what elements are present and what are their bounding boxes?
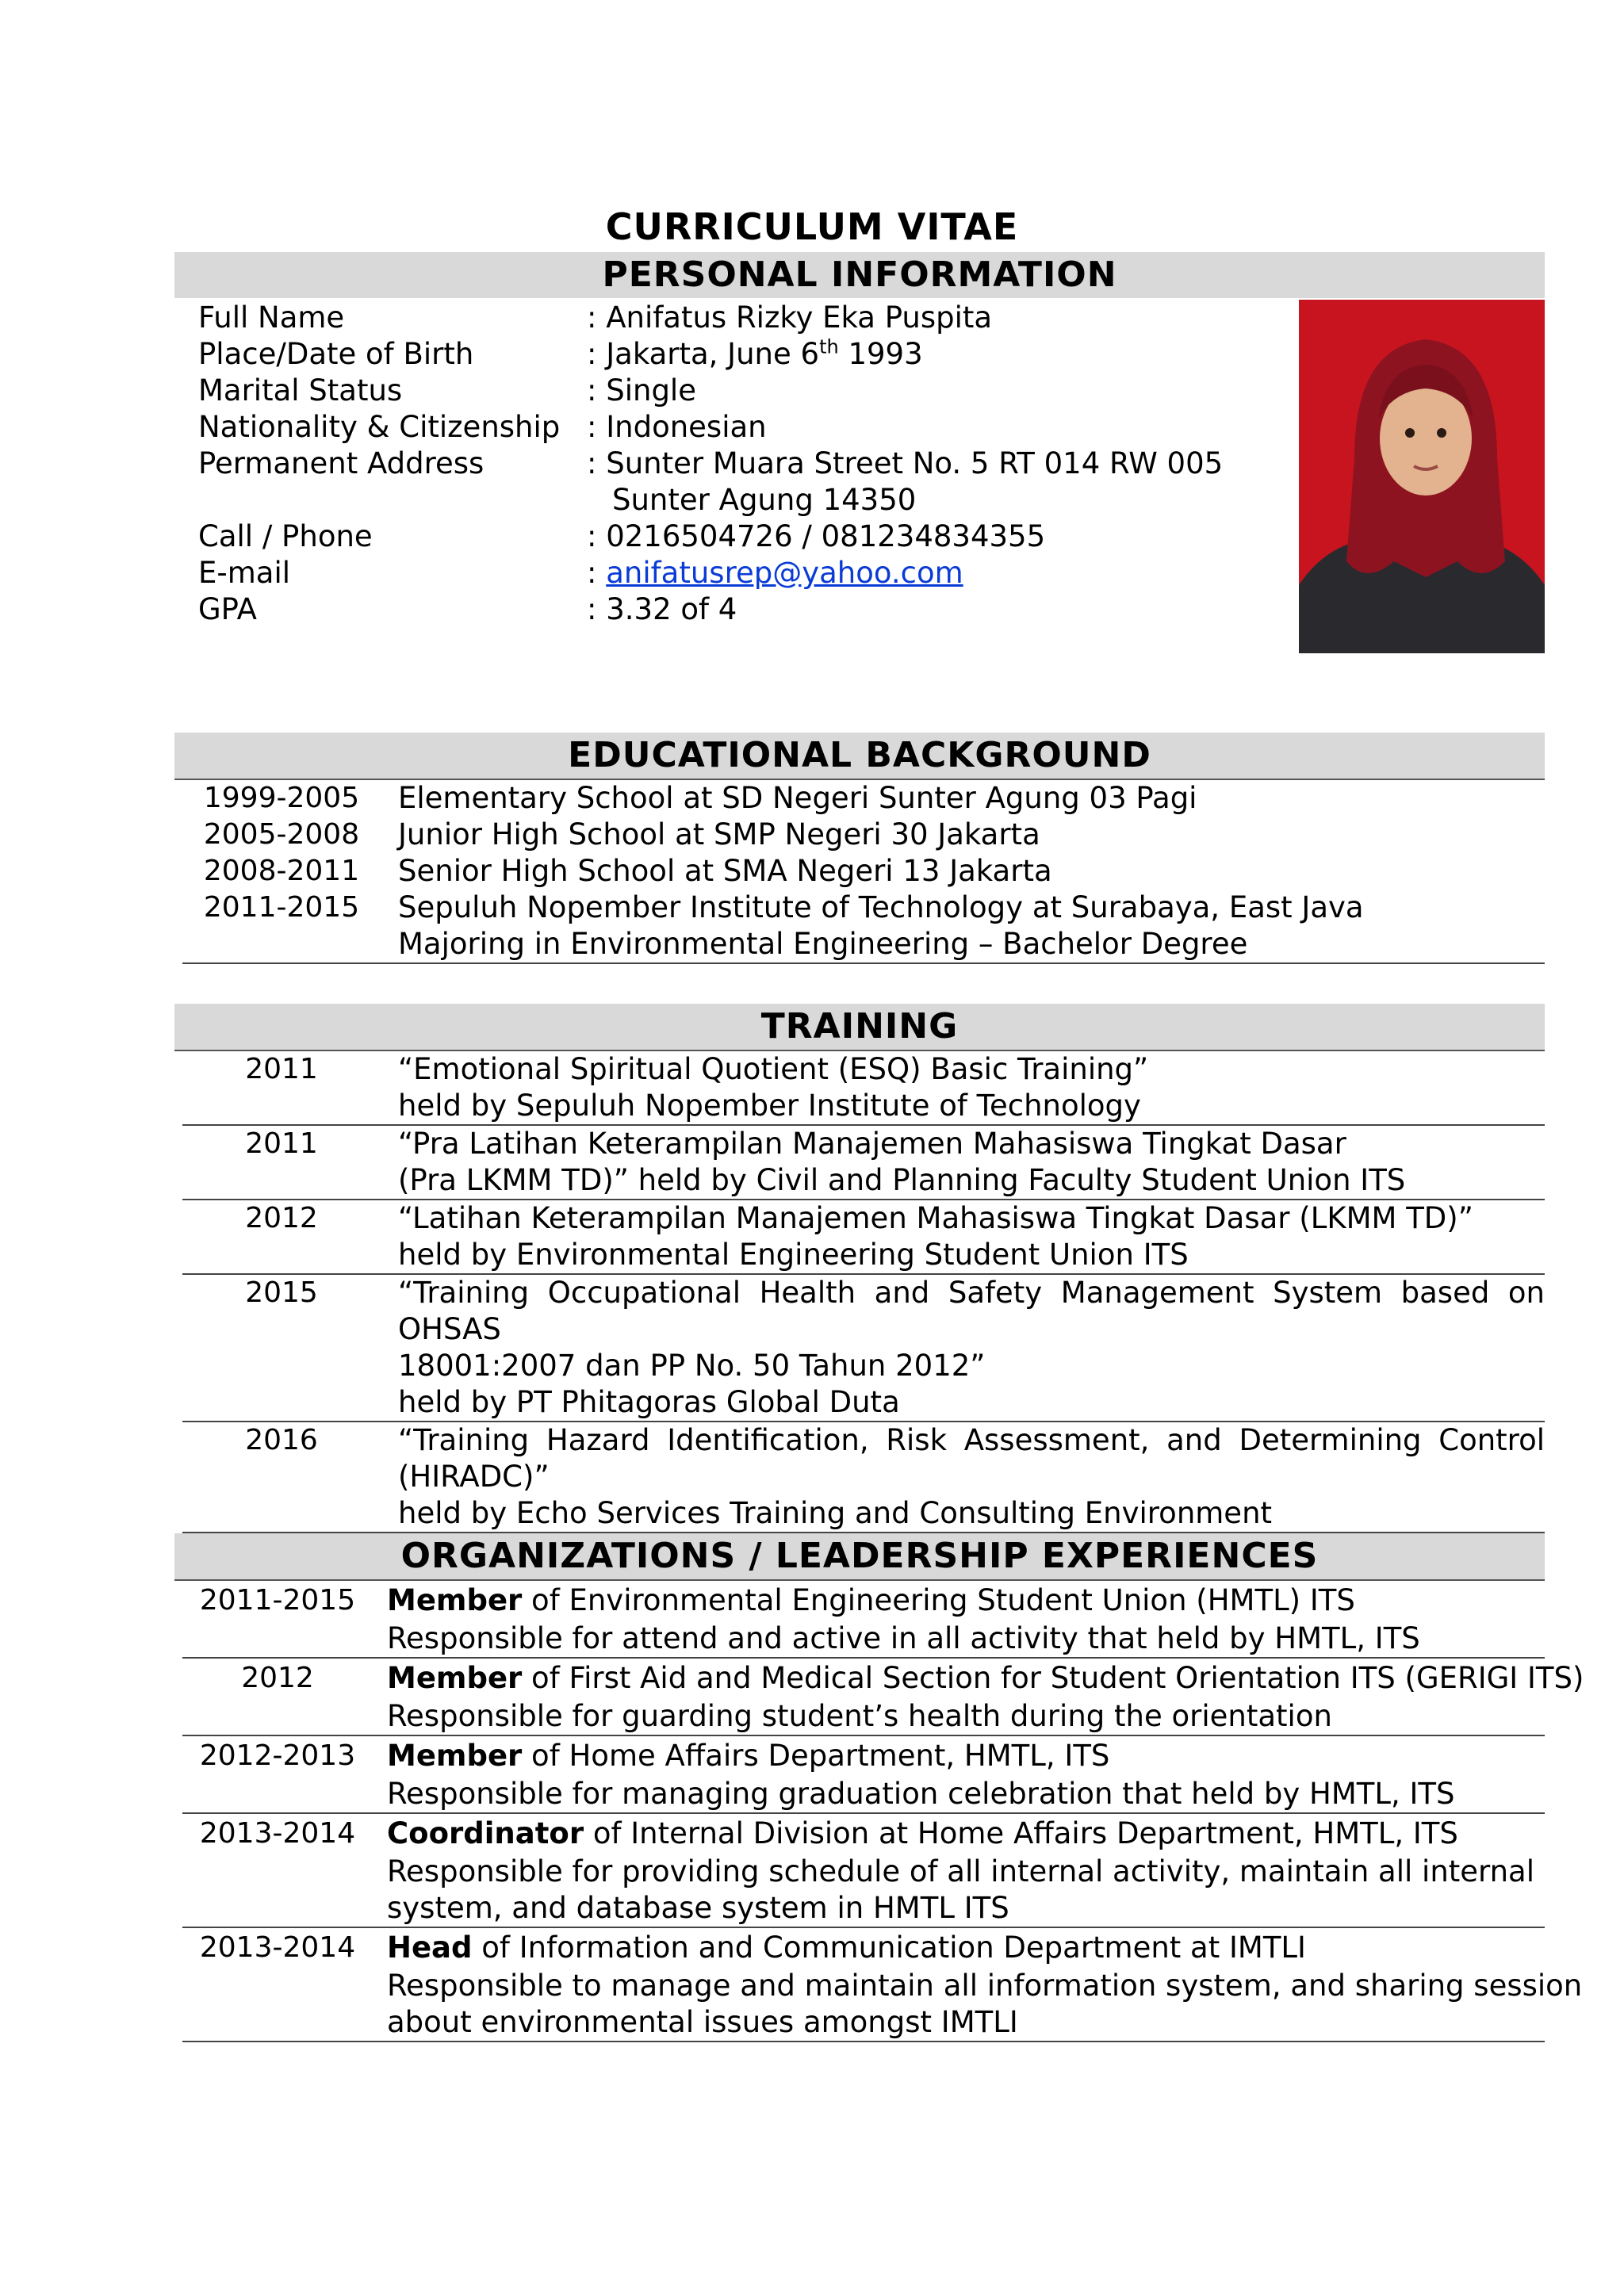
row-text: held by PT Phitagoras Global Duta bbox=[398, 1385, 900, 1419]
row-text: about environmental issues amongst IMTLI bbox=[387, 2005, 1018, 2039]
row-text: held by Echo Services Training and Consulting Environment bbox=[398, 1496, 1273, 1530]
role: Member bbox=[387, 1583, 523, 1617]
profile-photo bbox=[1299, 300, 1545, 653]
organizations-table bbox=[182, 1581, 1584, 2042]
pi-row-nationality bbox=[198, 409, 1285, 446]
row-year: 2012 bbox=[241, 1662, 314, 1694]
row-title: Member of First Aid and Medical Section for Student Orientation ITS (GERIGI ITS) bbox=[387, 1661, 1584, 1695]
row-year: 2013-2014 bbox=[199, 1817, 356, 1850]
row-text: Responsible for providing schedule of all internal activity, maintain all internal bbox=[387, 1854, 1535, 1888]
pi-row-marital bbox=[198, 373, 1285, 409]
section-header-organizations: ORGANIZATIONS / LEADERSHIP EXPERIENCES bbox=[174, 1533, 1545, 1581]
section-header-training: TRAINING bbox=[174, 1004, 1545, 1051]
table-row bbox=[182, 1275, 1545, 1422]
pi-value: : anifatusrep@yahoo.com bbox=[587, 556, 963, 590]
table-row bbox=[182, 1736, 1545, 1814]
row-year: 2013-2014 bbox=[199, 1931, 356, 1964]
pi-label: Marital Status bbox=[198, 373, 403, 408]
row-year: 2011-2015 bbox=[199, 1584, 356, 1617]
table-row bbox=[182, 817, 1545, 853]
pi-row-email bbox=[198, 555, 1285, 591]
pi-value: : Jakarta, June 6th 1993 bbox=[587, 335, 923, 371]
row-year: 2011-2015 bbox=[203, 891, 360, 924]
row-text: Sepuluh Nopember Institute of Technology at Surabaya, East Java bbox=[398, 890, 1364, 924]
row-year: 2012 bbox=[245, 1202, 318, 1234]
table-row bbox=[182, 1659, 1584, 1736]
row-text: “Pra Latihan Keterampilan Manajemen Mahasiswa Tingkat Dasar bbox=[398, 1127, 1346, 1161]
row-text: system, and database system in HMTL ITS bbox=[387, 1891, 1009, 1925]
pi-row-address-2 bbox=[198, 482, 1285, 519]
table-row bbox=[182, 1814, 1545, 1928]
pi-label: Permanent Address bbox=[198, 446, 485, 480]
pi-value: : Sunter Muara Street No. 5 RT 014 RW 005 bbox=[587, 446, 1224, 480]
row-text: held by Sepuluh Nopember Institute of Technology bbox=[398, 1089, 1141, 1123]
row-text: 18001:2007 dan PP No. 50 Tahun 2012” bbox=[398, 1349, 986, 1383]
table-row bbox=[182, 890, 1545, 964]
role: Member bbox=[387, 1661, 523, 1695]
row-title: Head of Information and Communication Department at IMTLI bbox=[387, 1931, 1306, 1965]
row-text: Majoring in Environmental Engineering – Bachelor Degree bbox=[398, 927, 1248, 961]
row-text: “Emotional Spiritual Quotient (ESQ) Basic Training” bbox=[398, 1052, 1149, 1086]
row-title: Member of Environmental Engineering Student Union (HMTL) ITS bbox=[387, 1583, 1355, 1617]
pi-label: GPA bbox=[198, 592, 257, 626]
pi-value: : 0216504726 / 081234834355 bbox=[587, 519, 1046, 553]
row-text: Responsible for managing graduation celebration that held by HMTL, ITS bbox=[387, 1777, 1455, 1811]
pi-row-phone bbox=[198, 519, 1285, 555]
row-text: “Latihan Keterampilan Manajemen Mahasiswa Tingkat Dasar (LKMM TD)” bbox=[398, 1201, 1473, 1235]
row-text: Responsible for guarding student’s health during the orientation bbox=[387, 1699, 1332, 1733]
row-text: “Training Hazard Identification, Risk Assessment, and Determining Control bbox=[398, 1423, 1545, 1457]
pi-row-address bbox=[198, 446, 1285, 482]
row-text: (Pra LKMM TD)” held by Civil and Planning Faculty Student Union ITS bbox=[398, 1163, 1406, 1197]
pi-label: E-mail bbox=[198, 556, 291, 590]
pi-label: Call / Phone bbox=[198, 519, 373, 553]
pi-value: : Indonesian bbox=[587, 410, 767, 444]
row-title: Member of Home Affairs Department, HMTL, ITS bbox=[387, 1739, 1110, 1773]
pi-row-birth bbox=[198, 336, 1285, 373]
pi-value: : Anifatus Rizky Eka Puspita bbox=[587, 300, 993, 335]
row-text: Senior High School at SMA Negeri 13 Jakarta bbox=[398, 854, 1052, 888]
row-year: 2011 bbox=[245, 1127, 318, 1160]
pi-row-gpa bbox=[198, 591, 1285, 628]
training-table bbox=[182, 1051, 1545, 1533]
pi-value: : 3.32 of 4 bbox=[587, 592, 737, 626]
person-silhouette-icon bbox=[1299, 300, 1545, 653]
row-text: “Training Occupational Health and Safety Management System based on OHSAS bbox=[398, 1276, 1545, 1346]
row-year: 2005-2008 bbox=[203, 818, 360, 851]
row-year: 2011 bbox=[245, 1053, 318, 1085]
pi-label: Place/Date of Birth bbox=[198, 337, 474, 371]
pi-row-full-name bbox=[198, 300, 1285, 336]
row-year: 2015 bbox=[245, 1276, 318, 1309]
table-row bbox=[182, 1051, 1545, 1126]
role: Member bbox=[387, 1739, 523, 1773]
table-row bbox=[182, 1928, 1583, 2042]
row-year: 1999-2005 bbox=[203, 782, 360, 814]
email-link[interactable]: anifatusrep@yahoo.com bbox=[606, 556, 963, 590]
table-row bbox=[182, 853, 1545, 890]
education-table bbox=[182, 780, 1545, 964]
row-year: 2016 bbox=[245, 1424, 318, 1456]
pi-label: Nationality & Citizenship bbox=[198, 410, 561, 444]
document-title: CURRICULUM VITAE bbox=[605, 205, 1019, 248]
row-year: 2012-2013 bbox=[199, 1739, 356, 1772]
row-text: Responsible for attend and active in all activity that held by HMTL, ITS bbox=[387, 1621, 1420, 1655]
row-text: Junior High School at SMP Negeri 30 Jakarta bbox=[398, 817, 1040, 851]
pi-value: Sunter Agung 14350 bbox=[612, 483, 917, 517]
row-year: 2008-2011 bbox=[203, 855, 360, 887]
role: Coordinator bbox=[387, 1816, 584, 1850]
table-row bbox=[182, 1200, 1545, 1275]
pi-value: : Single bbox=[587, 373, 696, 408]
row-title: Coordinator of Internal Division at Home Affairs Department, HMTL, ITS bbox=[387, 1816, 1458, 1850]
row-text: (HIRADC)” bbox=[398, 1460, 550, 1494]
pi-label: Full Name bbox=[198, 300, 345, 335]
table-row bbox=[182, 1126, 1545, 1200]
section-header-education: EDUCATIONAL BACKGROUND bbox=[174, 733, 1545, 780]
role: Head bbox=[387, 1931, 473, 1965]
table-row bbox=[182, 1581, 1545, 1659]
row-text: Responsible to manage and maintain all information system, and sharing session bbox=[387, 1969, 1583, 2003]
table-row bbox=[182, 780, 1545, 817]
row-text: held by Environmental Engineering Student Union ITS bbox=[398, 1238, 1189, 1272]
table-row bbox=[182, 1422, 1545, 1533]
row-text: Elementary School at SD Negeri Sunter Agung 03 Pagi bbox=[398, 781, 1197, 815]
section-header-personal: PERSONAL INFORMATION bbox=[174, 252, 1545, 298]
